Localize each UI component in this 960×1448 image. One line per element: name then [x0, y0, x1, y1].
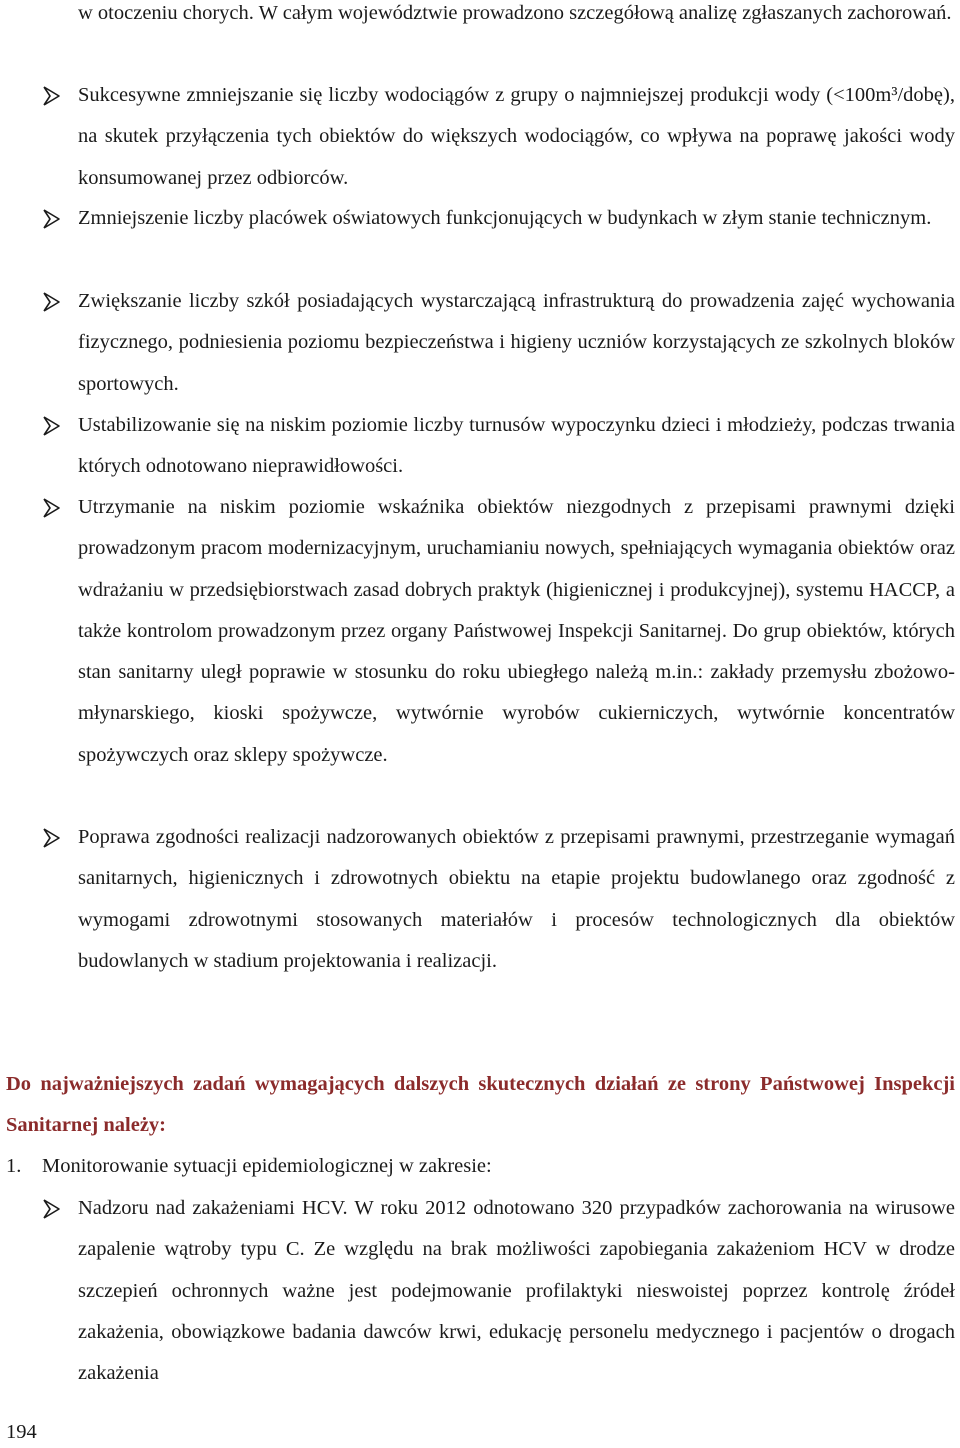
bullet-item: Zwiększanie liczby szkół posiadających wystarczającą infrastrukturą do prowadzenia zajęć wychowania fizycznego, podniesienia poziomu bezpieczeństwa i higieny uczniów korzystających ze szkolnych bloków sportowych. [78, 290, 955, 395]
bullet-item: Zmniejszenie liczby placówek oświatowych funkcjonujących w budynkach w złym stanie technicznym. [78, 207, 932, 229]
arrowhead-bullet-icon [40, 290, 62, 314]
arrowhead-bullet-icon [40, 84, 62, 108]
arrowhead-bullet-icon [40, 1197, 62, 1221]
arrowhead-bullet-icon [40, 496, 62, 520]
sub-bullet-item: Nadzoru nad zakażeniami HCV. W roku 2012 odnotowano 320 przypadków zachorowania na wirusowe zapalenie wątroby typu C. Ze względu na brak możliwości zapobiegania zakażeniom HCV w drodze szczepień ochronnych ważne jest podejmowanie profilaktyki nieswoistej poprzez kontrolę źródeł zakażenia, obowiązkowe badania dawców krwi, edukację personelu medycznego i pacjentów o drogach zakażenia [78, 1197, 955, 1385]
continuation-paragraph: w otoczeniu chorych. W całym województwie prowadzono szczegółową analizę zgłaszanych zachorowań. [78, 2, 952, 24]
arrowhead-bullet-icon [40, 207, 62, 231]
item-number: 1. [6, 1155, 22, 1177]
bullet-item: Sukcesywne zmniejszanie się liczby wodociągów z grupy o najmniejszej produkcji wody (<100m³/dobę), na skutek przyłączenia tych obiektów do większych wodociągów, co wpływa na poprawę jakości wody konsumowanej przez odbiorców. [78, 84, 955, 189]
bullet-item: Poprawa zgodności realizacji nadzorowanych obiektów z przepisami prawnymi, przestrzeganie wymagań sanitarnych, higienicznych i zdrowotnych obiektu na etapie projektu budowlanego oraz zgodność z wymogami zdrowotnymi stosowanych materiałów i procesów technologicznych dla obiektów budowlanych w stadium projektowania i realizacji. [78, 826, 955, 972]
bullet-item: Ustabilizowanie się na niskim poziomie liczby turnusów wypoczynku dzieci i młodzieży, podczas trwania których odnotowano nieprawidłowości. [78, 414, 955, 478]
arrowhead-bullet-icon [40, 414, 62, 438]
bullet-item: Utrzymanie na niskim poziomie wskaźnika obiektów niezgodnych z przepisami prawnymi dzięki prowadzonym pracom modernizacyjnym, uruchamianiu nowych, spełniających wymagania obiektów oraz wdrażaniu w przedsiębiorstwach zasad dobrych praktyk (higienicznej i produkcyjnej), systemu HACCP, a także kontrolom prowadzonym przez organy Państwowej Inspekcji Sanitarnej. Do grup obiektów, których stan sanitarny uległ poprawie w stosunku do roku ubiegłego należą m.in.: zakłady przemysłu zbożowo-młynarskiego, kioski spożywcze, wytwórnie wyrobów cukierniczych, wytwórnie koncentratów spożywczych oraz sklepy spożywcze. [78, 496, 955, 766]
page-number: 194 [6, 1421, 37, 1443]
item-text: Monitorowanie sytuacji epidemiologicznej w zakresie: [42, 1155, 492, 1177]
arrowhead-bullet-icon [40, 826, 62, 850]
section-heading: Do najważniejszych zadań wymagających dalszych skutecznych działań ze strony Państwowej Inspekcji Sanitarnej należy: [6, 1073, 955, 1136]
numbered-item [6, 1146, 492, 1187]
